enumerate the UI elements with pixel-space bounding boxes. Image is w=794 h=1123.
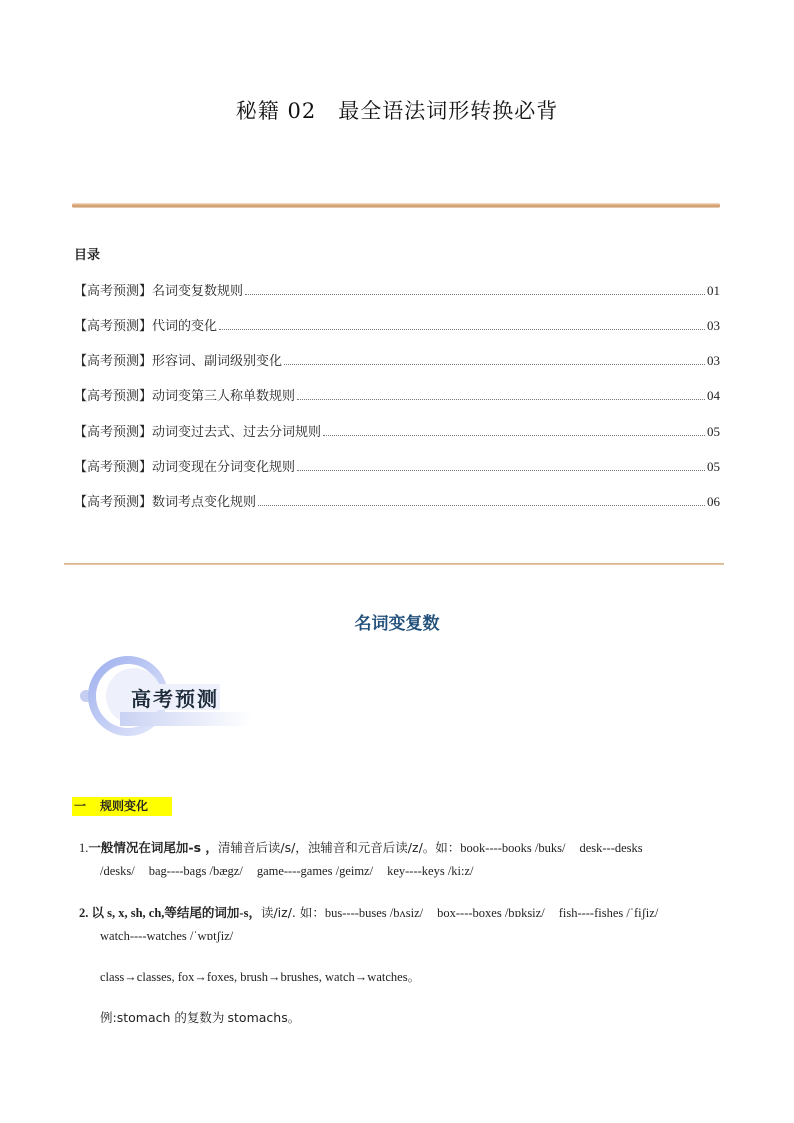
- section-divider: [64, 563, 724, 565]
- toc-item-prefix: 【高考预测】: [74, 319, 153, 334]
- rule-bold-text: 以 s, x, sh, ch,等结尾的词加-s，: [91, 906, 261, 920]
- subsection-heading: [72, 797, 172, 816]
- example: /desks/: [100, 864, 135, 878]
- toc-item-4[interactable]: [74, 384, 720, 404]
- example-list: class→classes, fox→foxes, brush→brushes, watch→watches。: [100, 970, 421, 984]
- toc-leader: [297, 469, 705, 471]
- toc-item-label: 名词变复数规则: [152, 284, 244, 299]
- toc-item-page: 03: [707, 318, 720, 333]
- toc-item-label: 形容词、副词级别变化: [152, 354, 283, 369]
- rule-1-line-2: [100, 864, 474, 879]
- toc-item-1[interactable]: [74, 279, 720, 299]
- toc-item-label: 动词变第三人称单数规则: [152, 389, 296, 404]
- toc-item-6[interactable]: [74, 455, 720, 475]
- toc-leader: [258, 504, 705, 506]
- rule-1-line-1: [79, 838, 643, 856]
- example: bag----bags /bægz/: [148, 864, 243, 878]
- toc-item-prefix: 【高考预测】: [74, 460, 153, 475]
- example: game----games /geimz/: [256, 864, 374, 878]
- toc-item-label: 代词的变化: [152, 319, 218, 334]
- section-title: 名词变复数: [354, 614, 440, 634]
- example-prefix: 例:stomach 的复数为: [100, 1010, 225, 1025]
- toc-item-2[interactable]: [74, 314, 720, 334]
- rule-2-line-1: [79, 903, 658, 921]
- toc-item-7[interactable]: [74, 490, 720, 510]
- toc-item-page: 03: [707, 353, 720, 368]
- example: book----books /buks/: [460, 841, 566, 855]
- example: key----keys /ki:z/: [387, 864, 474, 878]
- subsection-label: 规则变化: [100, 799, 149, 813]
- toc-heading: 目录: [74, 248, 101, 263]
- toc-item-prefix: 【高考预测】: [74, 425, 153, 440]
- rule-number: 2.: [79, 906, 89, 920]
- example: fish----fishes /ˈfiʃiz/: [558, 906, 659, 920]
- toc-item-3[interactable]: [74, 349, 720, 369]
- toc-leader: [297, 398, 705, 400]
- badge-label: 高考预测: [131, 687, 219, 711]
- example-value: stomachs。: [227, 1010, 301, 1025]
- toc-leader: [245, 293, 705, 295]
- title-part2: 最全语法词形转换必背: [338, 99, 559, 123]
- toc-item-prefix: 【高考预测】: [74, 354, 153, 369]
- toc-item-prefix: 【高考预测】: [74, 389, 153, 404]
- toc-item-page: 01: [707, 283, 720, 298]
- example: box----boxes /bɒksiz/: [437, 906, 545, 920]
- toc-item-page: 05: [707, 424, 720, 439]
- toc-item-label: 数词考点变化规则: [152, 495, 257, 510]
- rule-2-line-2: [100, 929, 233, 944]
- toc-item-prefix: 【高考预测】: [74, 495, 153, 510]
- rule-text: 读/iz/. 如：: [260, 905, 325, 920]
- subsection-number: 一: [74, 799, 87, 813]
- toc-leader: [284, 363, 705, 365]
- rule-2-line-3: [100, 967, 420, 985]
- example: bus----buses /bʌsiz/: [324, 906, 424, 920]
- toc-item-label: 动词变现在分词变化规则: [152, 460, 296, 475]
- rule-text: 清辅音后读/s/，浊辅音和元音后读/z/。如：: [217, 840, 461, 855]
- toc-item-page: 04: [707, 388, 720, 403]
- rule-bold-text: 一般情况在词尾加-s ，: [88, 840, 218, 855]
- toc-leader: [219, 328, 705, 330]
- top-divider: [72, 203, 720, 208]
- toc-item-page: 06: [707, 494, 720, 509]
- example: desk---desks: [579, 841, 643, 855]
- page-title: [0, 95, 794, 125]
- rule-number: 1.: [79, 841, 89, 855]
- toc-item-page: 05: [707, 459, 720, 474]
- toc-leader: [323, 434, 705, 436]
- example: watch----watches /ˈwɒtʃiz/: [100, 929, 234, 943]
- rule-2-example: [100, 1008, 300, 1026]
- toc-item-label: 动词变过去式、过去分词规则: [152, 425, 322, 440]
- toc-item-5[interactable]: [74, 420, 720, 440]
- title-part1: 秘籍 02: [235, 99, 317, 123]
- toc-item-prefix: 【高考预测】: [74, 284, 153, 299]
